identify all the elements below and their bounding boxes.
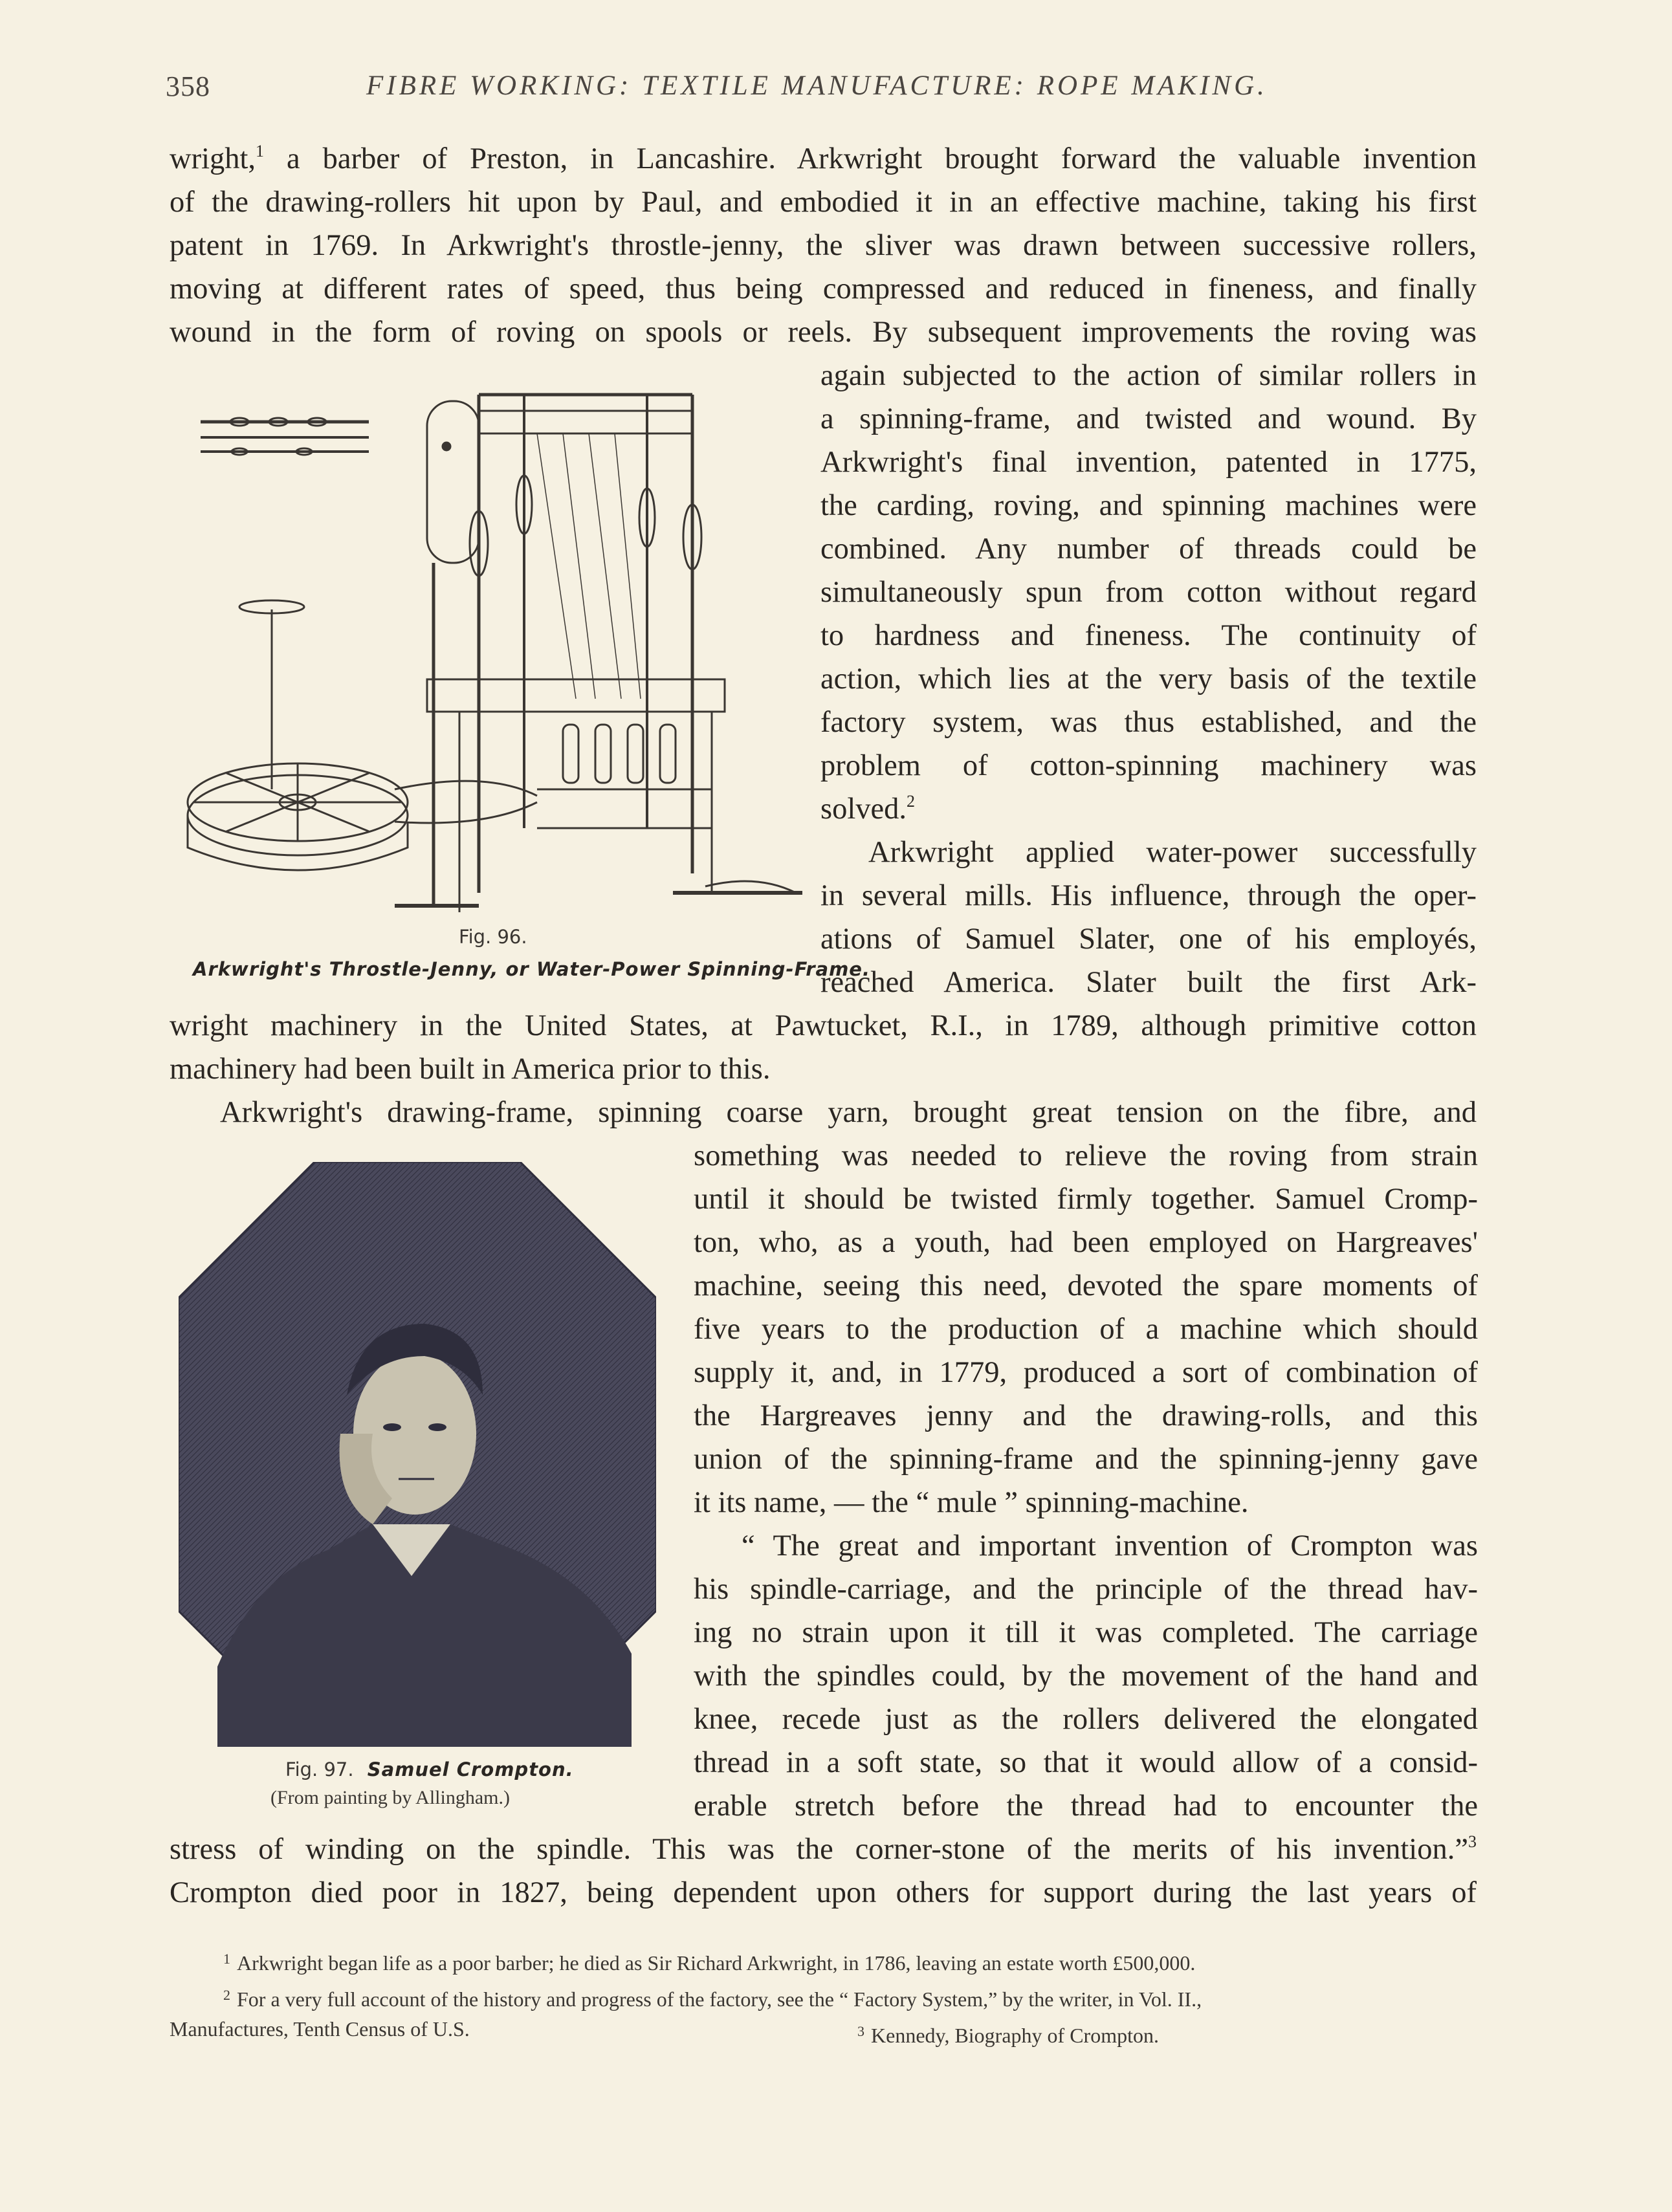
body-line: Arkwright applied water-power successfully [868, 836, 1477, 869]
body-line: in several mills. His influence, through the oper- [820, 879, 1477, 912]
fig97-caption-line [285, 1758, 574, 1780]
body-line: until it should be twisted firmly together. Samuel Cromp- [694, 1183, 1478, 1216]
body-line: patent in 1769. In Arkwright's throstle-jenny, the sliver was drawn between successive rollers, [170, 229, 1477, 262]
body-line: solved.$^2$ [820, 792, 916, 826]
body-line: combined. Any number of threads could be [820, 532, 1477, 565]
fig97-subcaption: (From painting by Allingham.) [270, 1787, 510, 1808]
body-line: a spinning-frame, and twisted and wound. By [820, 402, 1477, 435]
body-line: machine, seeing this need, devoted the spare moments of [694, 1269, 1478, 1302]
body-line: “ The great and important invention of Crompton was [742, 1529, 1478, 1562]
body-line: factory system, was thus established, and the [820, 706, 1477, 739]
body-line: his spindle-carriage, and the principle of the thread hav- [694, 1573, 1478, 1606]
footnote-3: $^3$ Kennedy, Biography of Crompton. [857, 2023, 1159, 2047]
body-line: Arkwright's drawing-frame, spinning coarse yarn, brought great tension on the fibre, and [220, 1096, 1477, 1129]
portrait-engraving [179, 1162, 656, 1747]
body-line: thread in a soft state, so that it would allow of a consid- [694, 1746, 1478, 1779]
body-line: Arkwright's final invention, patented in 1775, [820, 446, 1477, 479]
body-line: again subjected to the action of similar rollers in [820, 359, 1477, 392]
body-line: to hardness and fineness. The continuity of [820, 619, 1477, 652]
body-line: it its name, — the “ mule ” spinning-machine. [694, 1486, 1249, 1519]
fig96-caption: Arkwright's Throstle-Jenny, or Water-Power Spinning-Frame. [193, 958, 870, 980]
fig96-label: Fig. 96. [459, 926, 527, 948]
body-line: Crompton died poor in 1827, being dependent upon others for support during the last years of [170, 1876, 1477, 1909]
body-line: stress of winding on the spindle. This was the corner-stone of the merits of his invention.”$^3$ [170, 1832, 1477, 1866]
body-line: supply it, and, in 1779, produced a sort of combination of [694, 1356, 1478, 1389]
page-number: 358 [166, 71, 210, 102]
fig97-caption: Samuel Crompton. [367, 1758, 574, 1780]
body-line: with the spindles could, by the movement of the hand and [694, 1659, 1478, 1692]
body-line: the Hargreaves jenny and the drawing-rolls, and this [694, 1399, 1478, 1432]
running-head [166, 70, 1479, 109]
body-line: machinery had been built in America prior to this. [170, 1053, 771, 1086]
footnote-2: $^2$ For a very full account of the history and progress of the factory, see the “ Factory System,” by the writer, in Vol. II., [223, 1987, 1202, 2011]
body-line: wound in the form of roving on spools or reels. By subsequent improvements the roving was [170, 316, 1477, 349]
body-line: action, which lies at the very basis of the textile [820, 663, 1477, 695]
throstle-jenny-engraving [175, 375, 802, 938]
body-line: problem of cotton-spinning machinery was [820, 749, 1477, 782]
body-line: ations of Samuel Slater, one of his employés, [820, 923, 1477, 956]
body-line: wright machinery in the United States, at Pawtucket, R.I., in 1789, although primitive cotton [170, 1009, 1477, 1042]
body-line: ton, who, as a youth, had been employed on Hargreaves' [694, 1226, 1478, 1259]
body-line: ing no strain upon it till it was completed. The carriage [694, 1616, 1478, 1649]
body-line: wright,$^1$ a barber of Preston, in Lancashire. Arkwright brought forward the valuable invention [170, 142, 1477, 175]
body-line: reached America. Slater built the first Ark- [820, 966, 1477, 999]
running-title: FIBRE WORKING: TEXTILE MANUFACTURE: ROPE MAKING. [366, 71, 1268, 101]
body-line: something was needed to relieve the roving from strain [694, 1139, 1478, 1172]
body-line: erable stretch before the thread had to encounter the [694, 1790, 1478, 1823]
body-line: five years to the production of a machine which should [694, 1313, 1478, 1346]
body-line: of the drawing-rollers hit upon by Paul, and embodied it in an effective machine, taking his first [170, 186, 1477, 219]
footnote-2-cont: Manufactures, Tenth Census of U.S. [170, 2017, 470, 2041]
body-line: simultaneously spun from cotton without regard [820, 576, 1477, 609]
footnote-1: $^1$ Arkwright began life as a poor barber; he died as Sir Richard Arkwright, in 1786, leaving an estate worth £500,000. [223, 1951, 1196, 1975]
body-line: the carding, roving, and spinning machines were [820, 489, 1477, 522]
fig97-label: Fig. 97. [285, 1758, 354, 1780]
body-line: moving at different rates of speed, thus being compressed and reduced in fineness, and finally [170, 272, 1477, 305]
body-line: knee, recede just as the rollers delivered the elongated [694, 1703, 1478, 1736]
body-line: union of the spinning-frame and the spinning-jenny gave [694, 1443, 1478, 1476]
